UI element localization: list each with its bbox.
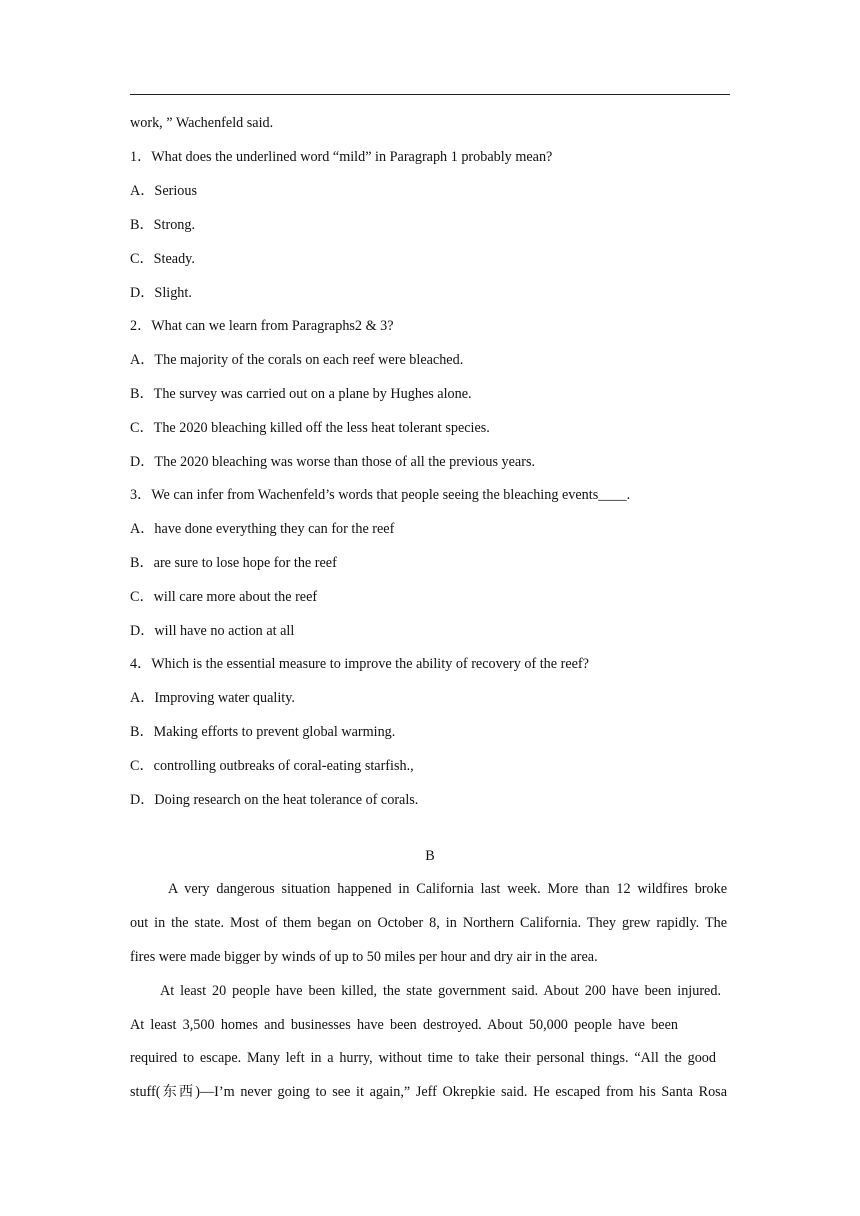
header-rule — [130, 94, 730, 95]
question-1-option-c: C．Steady. — [130, 251, 195, 267]
question-4-option-a: A．Improving water quality. — [130, 690, 295, 706]
question-2-option-c: C．The 2020 bleaching killed off the less heat tolerant species. — [130, 420, 490, 436]
question-1-option-d: D．Slight. — [130, 285, 192, 301]
question-3-option-c: C．will care more about the reef — [130, 589, 318, 605]
question-3-option-d: D．will have no action at all — [130, 623, 295, 639]
question-3-stem: 3．We can infer from Wachenfeld’s words that people seeing the bleaching events____. — [130, 487, 631, 503]
question-4-stem: 4．Which is the essential measure to improve the ability of recovery of the reef? — [130, 656, 589, 672]
section-b-paragraph-2-line-2: At least 3,500 homes and businesses have been destroyed. About 50,000 people have been — [130, 1017, 678, 1033]
continuation-line: work, ” Wachenfeld said. — [130, 115, 274, 131]
section-b-paragraph-2-line-4: stuff(东西)—I’m never going to see it again,” Jeff Okrepkie said. He escaped from his Santa Rosa — [130, 1084, 727, 1100]
section-b-paragraph-1-line-3: fires were made bigger by winds of up to 50 miles per hour and dry air in the area. — [130, 949, 598, 965]
question-1-stem: 1．What does the underlined word “mild” in Paragraph 1 probably mean? — [130, 149, 553, 165]
question-1-option-b: B．Strong. — [130, 217, 196, 233]
section-b-paragraph-2-line-3: required to escape. Many left in a hurry, without time to take their personal things. “All the good — [130, 1050, 716, 1066]
question-4-option-d: D．Doing research on the heat tolerance of corals. — [130, 792, 419, 808]
section-b-paragraph-1-line-1: A very dangerous situation happened in California last week. More than 12 wildfires broke — [168, 881, 727, 897]
question-1-option-a: A．Serious — [130, 183, 197, 199]
section-b-paragraph-1-line-2: out in the state. Most of them began on October 8, in Northern California. They grew rapidly. The — [130, 915, 727, 931]
question-2-option-d: D．The 2020 bleaching was worse than those of all the previous years. — [130, 454, 536, 470]
question-3-option-a: A．have done everything they can for the reef — [130, 521, 395, 537]
section-b-paragraph-2-line-1: At least 20 people have been killed, the state government said. About 200 have been injured. — [160, 983, 721, 999]
question-2-option-a: A．The majority of the corals on each reef were bleached. — [130, 352, 464, 368]
question-4-option-b: B．Making efforts to prevent global warming. — [130, 724, 396, 740]
section-b-heading: B — [425, 848, 435, 864]
question-4-option-c: C．controlling outbreaks of coral-eating starfish., — [130, 758, 414, 774]
question-2-stem: 2．What can we learn from Paragraphs2 & 3? — [130, 318, 394, 334]
question-3-option-b: B．are sure to lose hope for the reef — [130, 555, 337, 571]
question-2-option-b: B．The survey was carried out on a plane by Hughes alone. — [130, 386, 472, 402]
